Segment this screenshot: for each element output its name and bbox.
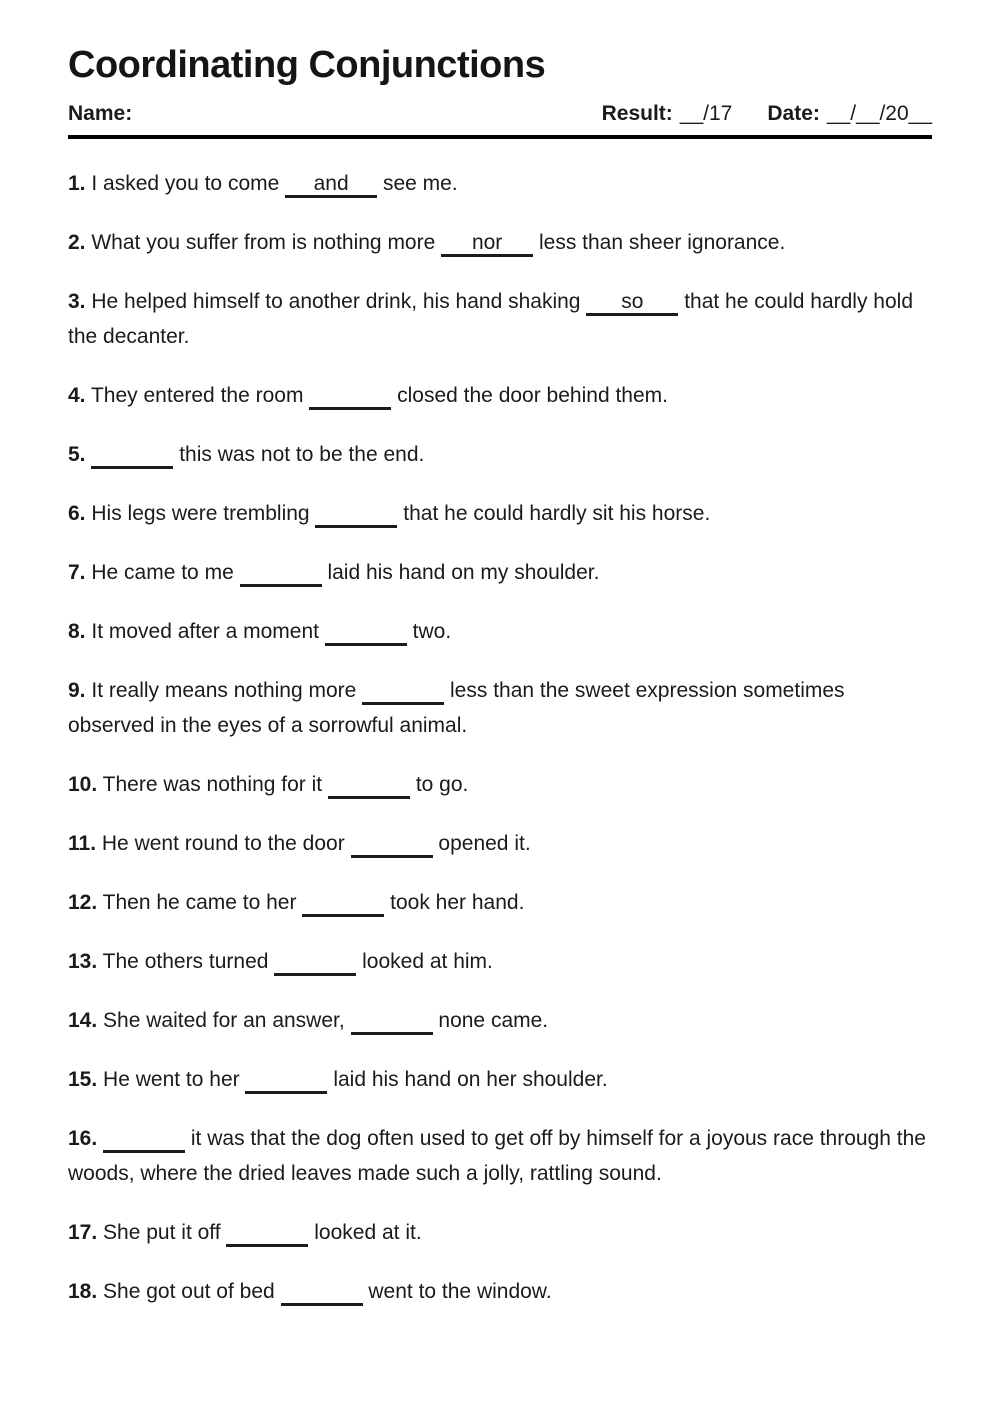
name-label: Name:	[68, 102, 133, 125]
answer-text	[354, 502, 360, 525]
answer-blank[interactable]	[274, 950, 356, 976]
question-pre-text: There was nothing for it	[102, 773, 323, 796]
question-number: 9.	[68, 679, 86, 702]
header-row	[68, 102, 932, 126]
answer-blank[interactable]	[328, 773, 410, 799]
question-row	[68, 378, 932, 413]
question-post-text: looked at it.	[314, 1221, 422, 1244]
question-post-text: none came.	[438, 1009, 549, 1032]
question-number: 11.	[68, 832, 97, 855]
question-post-text: this was not to be the end.	[179, 443, 425, 466]
answer-blank[interactable]	[325, 620, 407, 646]
question-row	[68, 614, 932, 649]
question-pre-text: She put it off	[103, 1221, 221, 1244]
answer-blank[interactable]	[351, 832, 433, 858]
question-post-text: see me.	[382, 172, 458, 195]
question-row	[68, 885, 932, 920]
question-pre-text: Then he came to her	[102, 891, 297, 914]
answer-text	[319, 1280, 325, 1303]
question-number: 2.	[68, 231, 86, 254]
question-post-text: laid his hand on her shoulder.	[333, 1068, 608, 1091]
question-number: 18.	[68, 1280, 98, 1303]
questions-list	[68, 139, 932, 1309]
question-pre-text: It really means nothing more	[91, 679, 357, 702]
question-number: 10.	[68, 773, 98, 796]
answer-text	[389, 832, 395, 855]
question-row	[68, 767, 932, 802]
date-label: Date:	[767, 102, 820, 125]
question-number: 4.	[68, 384, 86, 407]
answer-text	[129, 443, 135, 466]
question-pre-text: He went to her	[103, 1068, 240, 1091]
question-pre-text: They entered the room	[90, 384, 304, 407]
question-post-text: that he could hardly sit his horse.	[403, 502, 711, 525]
question-number: 5.	[68, 443, 86, 466]
answer-blank[interactable]	[240, 561, 322, 587]
question-pre-text: What you suffer from is nothing more	[91, 231, 436, 254]
question-number: 15.	[68, 1068, 98, 1091]
question-row	[68, 944, 932, 979]
question-number: 13.	[68, 950, 98, 973]
question-number: 3.	[68, 290, 86, 313]
question-pre-text: I asked you to come	[91, 172, 280, 195]
question-row	[68, 1274, 932, 1309]
answer-blank[interactable]	[302, 891, 384, 917]
question-post-text: laid his hand on my shoulder.	[327, 561, 600, 584]
answer-text	[284, 1068, 290, 1091]
answer-text	[265, 1221, 271, 1244]
question-post-text: it was that the dog often used to get off by himself for a joyous race through the woods, where the dried leaves made such a jolly, rattling sound.	[68, 1127, 926, 1185]
answer-blank[interactable]	[351, 1009, 433, 1035]
question-row	[68, 437, 932, 472]
question-row	[68, 826, 932, 861]
answer-text	[366, 773, 372, 796]
answer-text	[389, 1009, 395, 1032]
answer-blank[interactable]	[245, 1068, 327, 1094]
question-number: 16.	[68, 1127, 98, 1150]
question-pre-text: He went round to the door	[101, 832, 345, 855]
answer-blank[interactable]	[315, 502, 397, 528]
header-right	[602, 102, 932, 126]
question-pre-text: He helped himself to another drink, his hand shaking	[91, 290, 581, 313]
question-pre-text: She waited for an answer,	[103, 1009, 345, 1032]
question-row	[68, 166, 932, 201]
question-pre-text: He came to me	[91, 561, 234, 584]
answer-blank[interactable]	[103, 1127, 185, 1153]
question-row	[68, 496, 932, 531]
answer-blank[interactable]	[586, 290, 678, 316]
answer-text	[347, 384, 353, 407]
answer-blank[interactable]	[91, 443, 173, 469]
answer-blank[interactable]	[362, 679, 444, 705]
question-number: 7.	[68, 561, 86, 584]
answer-text	[340, 891, 346, 914]
question-number: 8.	[68, 620, 86, 643]
answer-text	[363, 620, 369, 643]
question-number: 6.	[68, 502, 86, 525]
answer-blank[interactable]	[309, 384, 391, 410]
question-post-text: looked at him.	[362, 950, 493, 973]
question-post-text: opened it.	[438, 832, 531, 855]
result-label: Result:	[601, 102, 673, 125]
question-post-text: went to the window.	[368, 1280, 552, 1303]
answer-blank[interactable]	[226, 1221, 308, 1247]
question-row	[68, 1215, 932, 1250]
question-row	[68, 225, 932, 260]
question-row	[68, 284, 932, 354]
answer-text: and	[313, 172, 349, 195]
question-pre-text: The others turned	[102, 950, 269, 973]
question-post-text: that he could hardly hold the decanter.	[68, 290, 914, 348]
question-row	[68, 1003, 932, 1038]
question-number: 1.	[68, 172, 86, 195]
answer-text: so	[621, 290, 644, 313]
date-value: __/__/20__	[826, 102, 932, 125]
question-pre-text: It moved after a moment	[91, 620, 319, 643]
question-row	[68, 1121, 932, 1191]
question-number: 12.	[68, 891, 98, 914]
answer-text	[312, 950, 318, 973]
answer-text	[141, 1127, 147, 1150]
question-post-text: to go.	[415, 773, 469, 796]
question-post-text: less than the sweet expression sometimes observed in the eyes of a sorrowful animal.	[68, 679, 845, 737]
answer-text: nor	[471, 231, 503, 254]
answer-blank[interactable]	[281, 1280, 363, 1306]
question-row	[68, 555, 932, 590]
question-post-text: closed the door behind them.	[397, 384, 668, 407]
answer-blank[interactable]	[441, 231, 533, 257]
question-row	[68, 673, 932, 743]
question-number: 17.	[68, 1221, 98, 1244]
answer-blank[interactable]	[285, 172, 377, 198]
answer-text	[278, 561, 284, 584]
answer-text	[400, 679, 406, 702]
question-post-text: took her hand.	[390, 891, 525, 914]
result-value: __/17	[679, 102, 733, 125]
question-pre-text: She got out of bed	[103, 1280, 275, 1303]
question-post-text: less than sheer ignorance.	[538, 231, 786, 254]
page-title: Coordinating Conjunctions	[68, 44, 546, 86]
question-pre-text: His legs were trembling	[91, 502, 310, 525]
question-post-text: two.	[412, 620, 452, 643]
question-row	[68, 1062, 932, 1097]
question-number: 14.	[68, 1009, 98, 1032]
